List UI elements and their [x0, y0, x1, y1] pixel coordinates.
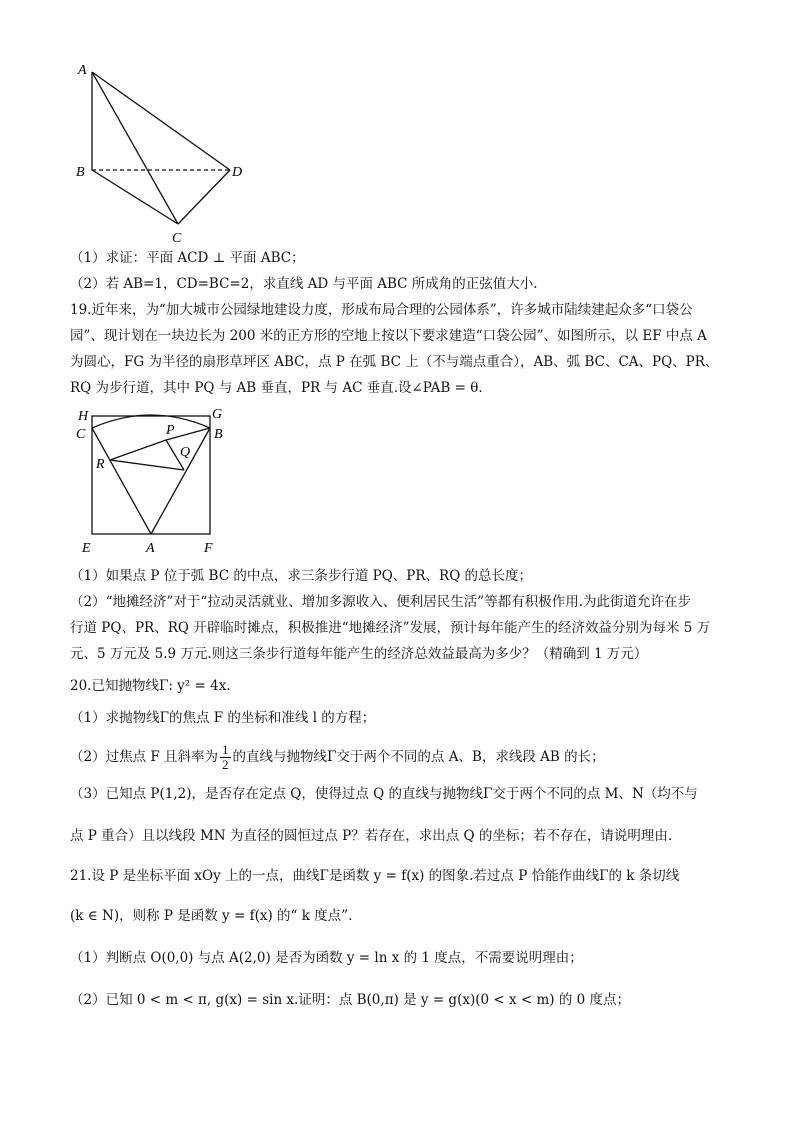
label-c2: C: [76, 427, 86, 442]
tetrahedron-figure: [70, 58, 260, 248]
q19-part2-line1: （2）“地摊经济”对于“拉动灵活就业、增加多源收入、便利居民生活”等都有积极作用.为此街道允许在步: [70, 594, 691, 610]
q19-line2: 园”、现计划在一块边长为 200 米的正方形的空地上按以下要求建造“口袋公园”、如图所示，以 EF 中点 A: [70, 328, 707, 344]
q20-part3-line2: 点 P 重合）且以线段 MN 为直径的圆恒过点 P？若存在，求出点 Q 的坐标；若不存在，请说明理由.: [70, 828, 673, 844]
label-c: C: [172, 231, 182, 246]
label-b2: B: [214, 427, 223, 442]
q20-part2: [70, 740, 730, 774]
label-h: H: [78, 409, 89, 424]
label-d: D: [232, 165, 243, 180]
label-p: P: [166, 423, 175, 438]
q19-part1: （1）如果点 P 位于弧 BC 的中点，求三条步行道 PQ、PR、RQ 的总长度；: [70, 568, 533, 584]
fraction-denominator: 2: [222, 757, 229, 772]
q19-line3: 为圆心，FG 为半径的扇形草坪区 ABC，点 P 在弧 BC 上（不与端点重合），AB、弧 BC、CA、PQ、PR、: [70, 354, 719, 370]
fraction-numerator: 1: [222, 742, 229, 757]
q20-part2-a: （2）过焦点 F 且斜率为: [70, 749, 219, 765]
label-e: E: [82, 541, 91, 556]
q19-line4: RQ 为步行道，其中 PQ 与 AB 垂直，PR 与 AC 垂直.设∠PAB = θ.: [70, 380, 483, 396]
label-g: G: [212, 407, 223, 422]
label-b: B: [76, 165, 85, 180]
q19-part2-line2: 行道 PQ、PR、RQ 开辟临时摊点，积极推进“地摊经济”发展，预计每年能产生的经济效益分别为每米 5 万: [70, 620, 711, 636]
label-q: Q: [180, 445, 191, 460]
q19-line1: 19.近年来，为“加大城市公园绿地建设力度，形成布局合理的公园体系”，许多城市陆续建起众多“口袋公: [70, 302, 693, 318]
label-a: A: [78, 63, 87, 78]
q21-line1: 21.设 P 是坐标平面 xOy 上的一点，曲线Γ是函数 y = f(x) 的图象.若过点 P 恰能作曲线Γ的 k 条切线: [70, 868, 680, 884]
q21-part2: （2）已知 0 < m < π, g(x) = sin x.证明：点 B(0,π) 是 y = g(x)(0 < x < m) 的 0 度点；: [70, 992, 631, 1008]
q20-title: 20.已知抛物线Γ: y² = 4x.: [70, 678, 231, 694]
label-r: R: [96, 457, 105, 472]
q18-part1: （1）求证：平面 ACD ⊥ 平面 ABC；: [70, 250, 305, 266]
q21-part1: （1）判断点 O(0,0) 与点 A(2,0) 是否为函数 y = ln x 的 1 度点，不需要说明理由；: [70, 950, 583, 966]
label-a2: A: [146, 541, 155, 556]
pocket-park-figure: [70, 402, 240, 560]
q20-part1: （1）求抛物线Γ的焦点 F 的坐标和准线 l 的方程；: [70, 710, 376, 726]
q20-part2-b: 的直线与抛物线Γ交于两个不同的点 A、B，求线段 AB 的长；: [232, 749, 605, 765]
q20-part3-line1: （3）已知点 P(1,2)，是否存在定点 Q，使得过点 Q 的直线与抛物线Γ交于两个不同的点 M、N（均不与: [70, 786, 698, 802]
fraction-one-half: [220, 743, 231, 772]
q21-line2: (k ∈ N)，则称 P 是函数 y = f(x) 的“ k 度点”.: [70, 908, 353, 924]
label-f: F: [204, 541, 213, 556]
q18-part2: （2）若 AB=1，CD=BC=2，求直线 AD 与平面 ABC 所成角的正弦值大小.: [70, 276, 538, 292]
q19-part2-line3: 元、5 万元及 5.9 万元.则这三条步行道每年能产生的经济总效益最高为多少？（精确到 1 万元）: [70, 646, 648, 662]
